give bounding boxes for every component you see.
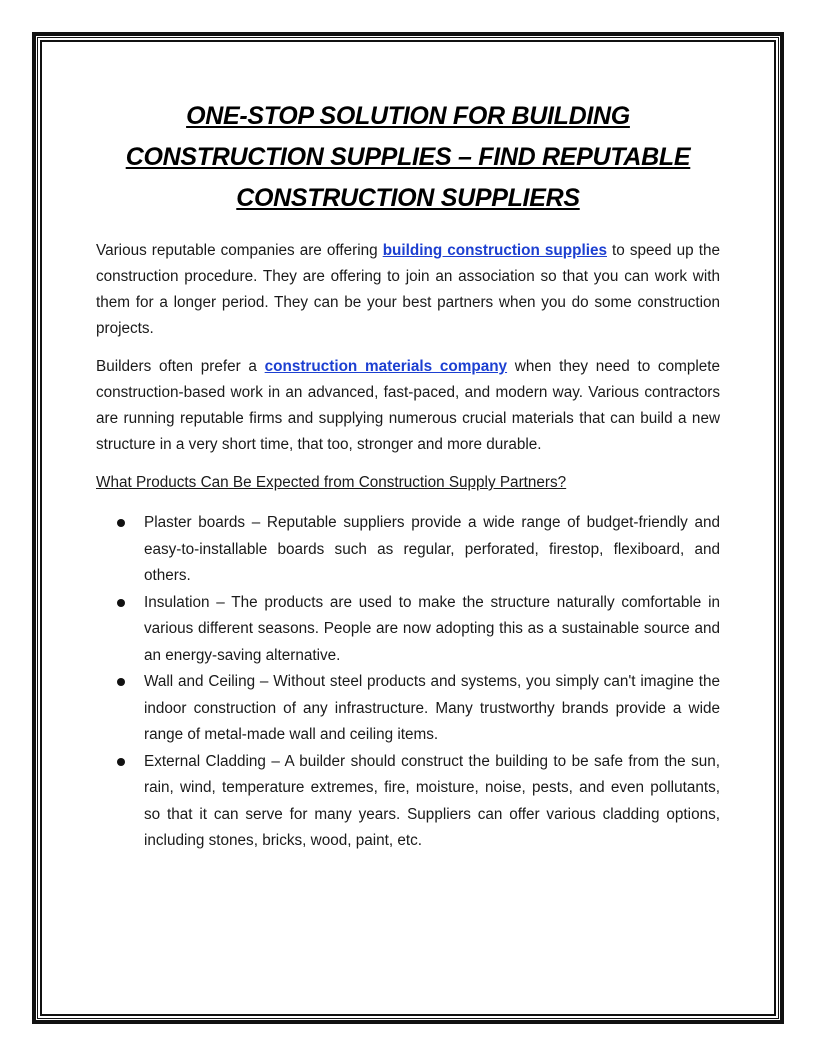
products-bullet-list: [96, 510, 720, 855]
bullet-icon: [117, 758, 125, 766]
bullet-text: Wall and Ceiling – Without steel products and systems, you simply can't imagine the indoor construction of any infrastructure. Many trustworthy brands provide a wide range of metal-made wall and ceiling items.: [144, 673, 720, 743]
bullet-item-wall-and-ceiling: [96, 669, 720, 749]
paragraph-1: [96, 238, 720, 342]
paragraph-2-text-end: when they need to complete construction-based work in an advanced, fast-paced, and modern way. Various contractors are running reputable firms and supplying numerous crucial materials that can build a new structure in a very short time, that too, stronger and more durable.: [96, 358, 721, 453]
bullet-text: External Cladding – A builder should construct the building to be safe from the sun, rain, wind, temperature extremes, fire, moisture, noise, pests, and even pollutants, so that it can serve for many years. Suppliers can offer various cladding options, including stones, bricks, wood, paint, etc.: [144, 752, 720, 849]
bullet-item-plaster-boards: [96, 510, 720, 590]
bullet-text: Insulation – The products are used to make the structure naturally comfortable in various different seasons. People are now adopting this as a sustainable source and an energy-saving alternative.: [144, 593, 720, 664]
paragraph-2: [96, 354, 720, 458]
paragraph-2-text-start: Builders often prefer a: [96, 358, 265, 375]
title-line-1: ONE-STOP SOLUTION FOR BUILDING: [186, 102, 630, 130]
document-title: [96, 96, 720, 219]
bullet-icon: [117, 519, 125, 527]
construction-materials-company-link[interactable]: construction materials company: [264, 358, 508, 375]
bullet-icon: [117, 678, 125, 686]
bullet-item-external-cladding: [96, 749, 720, 855]
title-line-3: CONSTRUCTION SUPPLIERS: [236, 184, 580, 212]
document-content: [96, 96, 720, 855]
title-line-2: CONSTRUCTION SUPPLIES – FIND REPUTABLE: [125, 143, 691, 171]
products-subheading: What Products Can Be Expected from Construction Supply Partners?: [96, 474, 567, 491]
paragraph-1-text-start: Various reputable companies are offering: [96, 242, 383, 259]
bullet-item-insulation: [96, 590, 720, 670]
bullet-text: Plaster boards – Reputable suppliers provide a wide range of budget-friendly and easy-to-installable boards such as regular, perforated, firestop, flexiboard, and others.: [144, 514, 720, 584]
building-construction-supplies-link[interactable]: building construction supplies: [382, 242, 607, 259]
bullet-icon: [117, 599, 125, 607]
paragraph-1-text-end: to speed up the construction procedure. They are offering to join an association so that you can work with them for a longer period. They can be your best partners when you do some construction projects.: [96, 242, 720, 337]
